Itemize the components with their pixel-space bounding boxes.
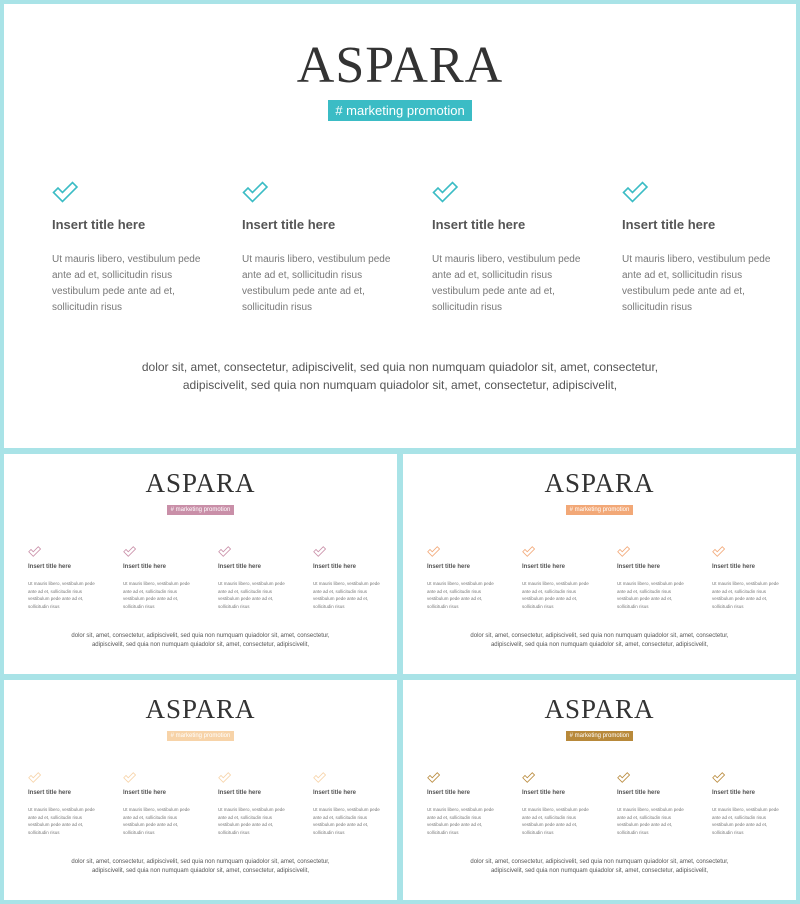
slide-title: ASPARA [145, 694, 256, 724]
slide-footer-text: dolor sit, amet, consectetur, adipiscivelit, sed quia non numquam quiadolor sit, amet, consectetur, adipiscivelit, sed quia non numquam quiadolor sit, amet, consectetur, adipiscivelit, [141, 360, 659, 392]
feature-column [242, 181, 432, 316]
feature-description: Ut mauris libero, vestibulum pede ante ad et, sollicitudin risus vestibulum pede ante ad et, sollicitudin risus [218, 807, 285, 835]
slide-title: ASPARA [544, 468, 655, 498]
feature-column [218, 772, 313, 836]
feature-column [123, 546, 218, 610]
feature-columns [4, 546, 397, 610]
feature-description: Ut mauris libero, vestibulum pede ante ad et, sollicitudin risus vestibulum pede ante ad et, sollicitudin risus [52, 254, 201, 313]
slide-title: ASPARA [145, 468, 256, 498]
feature-column [313, 772, 397, 836]
feature-column [427, 546, 522, 610]
feature-description: Ut mauris libero, vestibulum pede ante ad et, sollicitudin risus vestibulum pede ante ad et, sollicitudin risus [617, 581, 684, 609]
feature-column [522, 546, 617, 610]
slide-5[interactable] [403, 680, 796, 900]
feature-title: Insert title here [52, 217, 146, 232]
feature-column [712, 772, 796, 836]
feature-title: Insert title here [522, 564, 566, 570]
feature-title: Insert title here [242, 217, 336, 232]
feature-description: Ut mauris libero, vestibulum pede ante ad et, sollicitudin risus vestibulum pede ante ad et, sollicitudin risus [622, 254, 771, 313]
feature-column [522, 772, 617, 836]
feature-title: Insert title here [28, 790, 72, 796]
check-icon [52, 181, 242, 207]
feature-column [52, 181, 242, 316]
feature-column [218, 546, 313, 610]
check-icon [218, 772, 313, 784]
feature-column [622, 181, 796, 316]
check-icon [622, 181, 796, 207]
feature-title: Insert title here [218, 564, 262, 570]
check-icon [432, 181, 622, 207]
slide-title: ASPARA [296, 37, 504, 94]
feature-column [123, 772, 218, 836]
slide-3[interactable] [403, 454, 796, 674]
slide-2[interactable] [4, 454, 397, 674]
slide-1[interactable] [4, 4, 796, 448]
feature-title: Insert title here [427, 790, 471, 796]
feature-description: Ut mauris libero, vestibulum pede ante ad et, sollicitudin risus vestibulum pede ante ad et, sollicitudin risus [427, 581, 494, 609]
feature-title: Insert title here [622, 217, 716, 232]
slide-4[interactable] [4, 680, 397, 900]
feature-title: Insert title here [522, 790, 566, 796]
feature-columns [403, 546, 796, 610]
feature-description: Ut mauris libero, vestibulum pede ante ad et, sollicitudin risus vestibulum pede ante ad et, sollicitudin risus [123, 581, 190, 609]
slide-footer-text: dolor sit, amet, consectetur, adipiscivelit, sed quia non numquam quiadolor sit, amet, consectetur, adipiscivelit, sed quia non numquam quiadolor sit, amet, consectetur, adipiscivelit, [71, 633, 330, 648]
feature-description: Ut mauris libero, vestibulum pede ante ad et, sollicitudin risus vestibulum pede ante ad et, sollicitudin risus [712, 581, 779, 609]
check-icon [522, 546, 617, 558]
feature-description: Ut mauris libero, vestibulum pede ante ad et, sollicitudin risus vestibulum pede ante ad et, sollicitudin risus [123, 807, 190, 835]
feature-description: Ut mauris libero, vestibulum pede ante ad et, sollicitudin risus vestibulum pede ante ad et, sollicitudin risus [28, 807, 95, 835]
feature-description: Ut mauris libero, vestibulum pede ante ad et, sollicitudin risus vestibulum pede ante ad et, sollicitudin risus [28, 581, 95, 609]
feature-title: Insert title here [617, 564, 661, 570]
feature-column [28, 772, 123, 836]
feature-description: Ut mauris libero, vestibulum pede ante ad et, sollicitudin risus vestibulum pede ante ad et, sollicitudin risus [522, 581, 589, 609]
check-icon [313, 772, 397, 784]
check-icon [313, 546, 397, 558]
feature-description: Ut mauris libero, vestibulum pede ante ad et, sollicitudin risus vestibulum pede ante ad et, sollicitudin risus [712, 807, 779, 835]
slide-title: ASPARA [544, 694, 655, 724]
feature-column [617, 772, 712, 836]
feature-title: Insert title here [123, 564, 167, 570]
hashtag-badge: # marketing promotion [566, 731, 634, 741]
feature-title: Insert title here [218, 790, 262, 796]
check-icon [617, 772, 712, 784]
feature-column [28, 546, 123, 610]
feature-description: Ut mauris libero, vestibulum pede ante ad et, sollicitudin risus vestibulum pede ante ad et, sollicitudin risus [242, 254, 391, 313]
feature-description: Ut mauris libero, vestibulum pede ante ad et, sollicitudin risus vestibulum pede ante ad et, sollicitudin risus [432, 254, 581, 313]
feature-column [432, 181, 622, 316]
check-icon [218, 546, 313, 558]
feature-title: Insert title here [313, 564, 357, 570]
check-icon [28, 546, 123, 558]
feature-description: Ut mauris libero, vestibulum pede ante ad et, sollicitudin risus vestibulum pede ante ad et, sollicitudin risus [313, 807, 380, 835]
feature-title: Insert title here [617, 790, 661, 796]
check-icon [242, 181, 432, 207]
hashtag-badge: # marketing promotion [167, 731, 235, 741]
feature-columns [4, 181, 796, 316]
feature-column [427, 772, 522, 836]
check-icon [427, 546, 522, 558]
hashtag-badge: # marketing promotion [566, 505, 634, 515]
slide-footer-text: dolor sit, amet, consectetur, adipiscivelit, sed quia non numquam quiadolor sit, amet, consectetur, adipiscivelit, sed quia non numquam quiadolor sit, amet, consectetur, adipiscivelit, [71, 859, 330, 874]
feature-description: Ut mauris libero, vestibulum pede ante ad et, sollicitudin risus vestibulum pede ante ad et, sollicitudin risus [522, 807, 589, 835]
feature-title: Insert title here [123, 790, 167, 796]
feature-description: Ut mauris libero, vestibulum pede ante ad et, sollicitudin risus vestibulum pede ante ad et, sollicitudin risus [218, 581, 285, 609]
feature-title: Insert title here [28, 564, 72, 570]
check-icon [28, 772, 123, 784]
check-icon [712, 546, 796, 558]
feature-column [313, 546, 397, 610]
slide-footer-text: dolor sit, amet, consectetur, adipiscivelit, sed quia non numquam quiadolor sit, amet, consectetur, adipiscivelit, sed quia non numquam quiadolor sit, amet, consectetur, adipiscivelit, [470, 859, 729, 874]
feature-title: Insert title here [712, 564, 756, 570]
feature-columns [4, 772, 397, 836]
feature-column [617, 546, 712, 610]
check-icon [123, 546, 218, 558]
feature-title: Insert title here [712, 790, 756, 796]
feature-column [712, 546, 796, 610]
check-icon [427, 772, 522, 784]
feature-description: Ut mauris libero, vestibulum pede ante ad et, sollicitudin risus vestibulum pede ante ad et, sollicitudin risus [427, 807, 494, 835]
hashtag-badge: # marketing promotion [167, 505, 235, 515]
feature-description: Ut mauris libero, vestibulum pede ante ad et, sollicitudin risus vestibulum pede ante ad et, sollicitudin risus [617, 807, 684, 835]
feature-title: Insert title here [432, 217, 526, 232]
feature-title: Insert title here [427, 564, 471, 570]
check-icon [617, 546, 712, 558]
check-icon [712, 772, 796, 784]
check-icon [522, 772, 617, 784]
feature-description: Ut mauris libero, vestibulum pede ante ad et, sollicitudin risus vestibulum pede ante ad et, sollicitudin risus [313, 581, 380, 609]
check-icon [123, 772, 218, 784]
hashtag-badge: # marketing promotion [328, 100, 471, 121]
feature-title: Insert title here [313, 790, 357, 796]
feature-columns [403, 772, 796, 836]
slide-footer-text: dolor sit, amet, consectetur, adipiscivelit, sed quia non numquam quiadolor sit, amet, consectetur, adipiscivelit, sed quia non numquam quiadolor sit, amet, consectetur, adipiscivelit, [470, 633, 729, 648]
